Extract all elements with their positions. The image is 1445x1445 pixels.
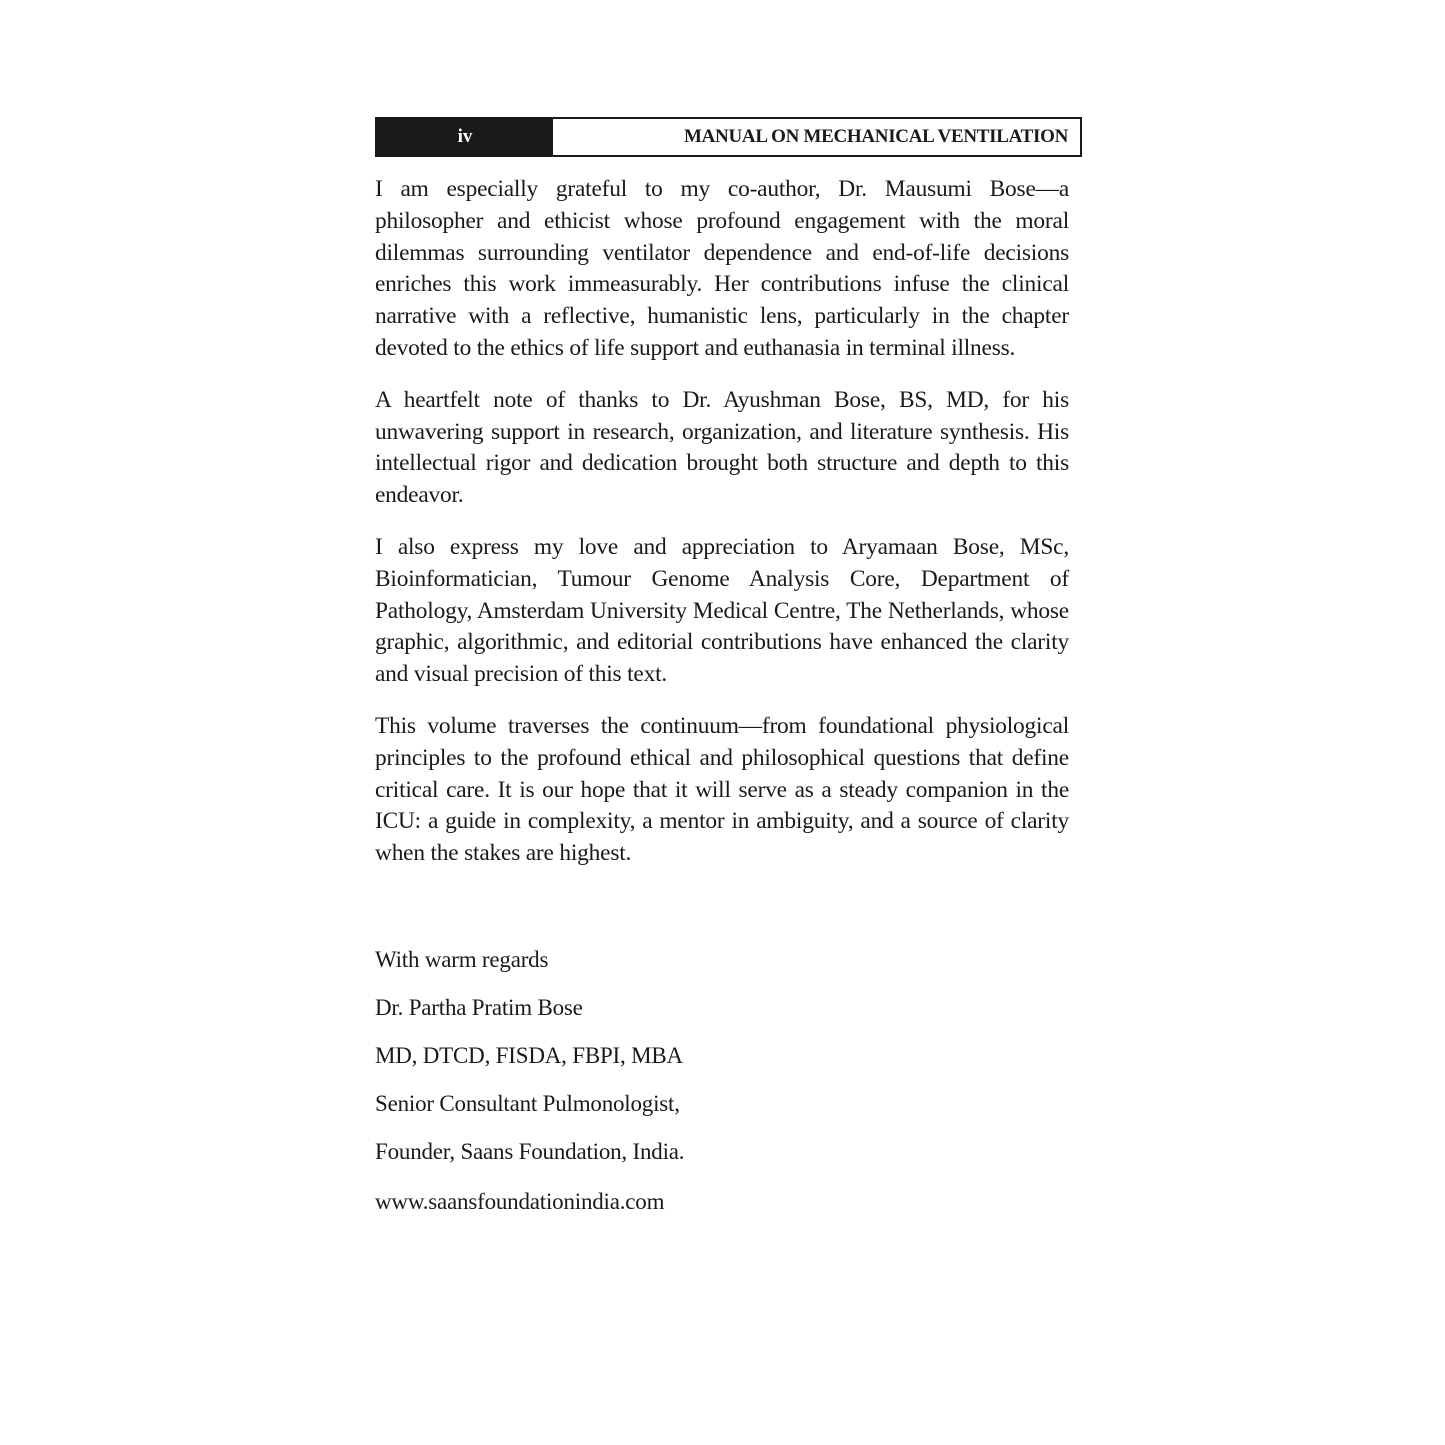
signature-degrees: MD, DTCD, FISDA, FBPI, MBA <box>375 1043 683 1068</box>
signature-position: Senior Consultant Pulmonologist, <box>375 1091 680 1116</box>
signature-name: Dr. Partha Pratim Bose <box>375 995 583 1020</box>
running-header <box>375 117 1082 157</box>
paragraph-volume: This volume traverses the continuum—from foundational physiological principles to the profound ethical and philosophical questions that define critical care. It is our hope that it will serve as a steady companion in the ICU: a guide in complexity, a mentor in ambiguity, and a source of clarity when the stakes are highest. <box>375 712 1069 867</box>
paragraph-appreciation: I also express my love and appreciation to Aryamaan Bose, MSc, Bioinformatician, Tumour Genome Analysis Core, Department of Pathology, Amsterdam University Medical Centre, The Netherlands, whose graphic, algorithmic, and editorial contributions have enhanced the clarity and visual precision of this text. <box>375 533 1069 688</box>
page-number: iv <box>377 119 553 155</box>
signature-website: www.saansfoundationindia.com <box>375 1189 665 1214</box>
signature-organization: Founder, Saans Foundation, India. <box>375 1139 685 1164</box>
body-text <box>375 174 1069 890</box>
paragraph-thanks: A heartfelt note of thanks to Dr. Ayushman Bose, BS, MD, for his unwavering support in research, organization, and literature synthesis. His intellectual rigor and dedication brought both structure and depth to this endeavor. <box>375 386 1069 509</box>
running-title: MANUAL ON MECHANICAL VENTILATION <box>684 126 1068 147</box>
paragraph-co-author: I am especially grateful to my co-author, Dr. Mausumi Bose—a philosopher and ethicist whose profound engagement with the moral dilemmas surrounding ventilator dependence and end-of-life decisions enriches this work immeasurably. Her contributions infuse the clinical narrative with a reflective, humanistic lens, particularly in the chapter devoted to the ethics of life support and euthanasia in terminal illness. <box>375 176 1069 361</box>
signature-closing: With warm regards <box>375 947 549 972</box>
